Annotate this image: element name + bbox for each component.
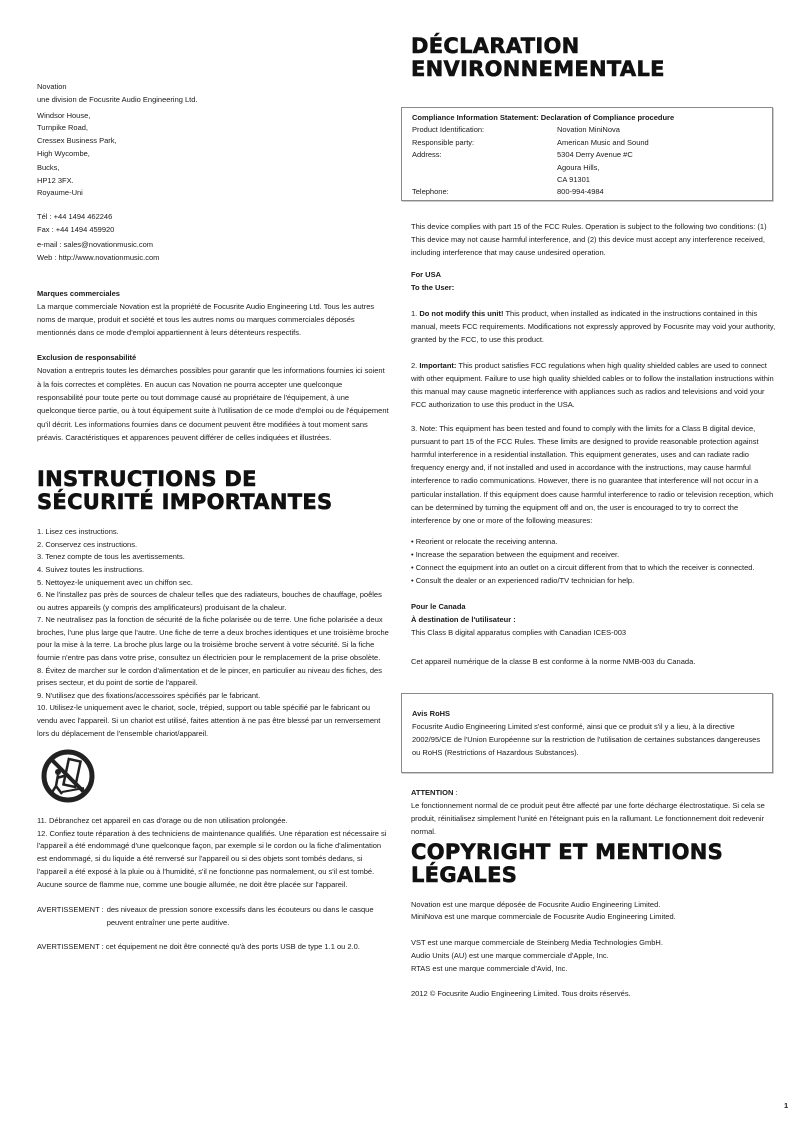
compliance-row — [412, 124, 772, 136]
list-item: 5. Nettoyez-le uniquement avec un chiffon sec. — [37, 577, 193, 587]
address-line: Windsor House, — [37, 110, 91, 120]
canada-subtitle: À destination de l'utilisateur : — [411, 615, 516, 625]
website: Web : http://www.novationmusic.com — [37, 252, 160, 262]
row-value: Novation MiniNova — [557, 125, 620, 135]
phone: Tél : +44 1494 462246 — [37, 212, 113, 222]
compliance-box — [401, 107, 773, 201]
safety-list — [37, 526, 389, 740]
flame-note: Aucune source de flamme nue, comme une bougie allumée, ne doit être placée sur l'appareil. — [37, 880, 348, 890]
address-line: Cressex Business Park, — [37, 136, 117, 146]
fcc-item-3: 3. Note: This equipment has been tested and found to comply with the limits for a Class B digital device, pursuant to part 15 of the FCC Rules. These limits are designed to provide reasonable protection against harmful interference in a residential installation. This equipment generates, uses and can radiate radio frequency energy and, if not installed and used in accordance with the instructions, may cause harmful interference to radio communications. However, there is no guarantee that interference will not occur in a particular installation. If this equipment does cause harmful interference to radio or television reception, which can be determined by turning the equipment off and on, the user is encouraged to try to correct the interference by one or more of the following measures: — [411, 423, 774, 525]
heading-line: DÉCLARATION — [411, 34, 580, 58]
disclaimer-section — [37, 352, 389, 445]
canada-text: This Class B digital apparatus complies with Canadian ICES-003 — [411, 627, 627, 637]
trademarks-section — [37, 288, 389, 339]
list-item: 3. Tenez compte de tous les avertissements. — [37, 552, 185, 562]
row-key: Responsible party: — [412, 137, 475, 147]
attention-title: ATTENTION — [411, 788, 454, 798]
row-key — [412, 174, 557, 186]
warning-label: AVERTISSEMENT : — [37, 942, 104, 952]
address-line: une division de Focusrite Audio Engineering Ltd. — [37, 94, 198, 104]
item-text: This product, when installed as indicated in the instructions contained in this manual, meets FCC requirements. Modifications not expressly approved by Focusrite may void your authority, granted by the FCC, to use this product. — [411, 308, 776, 344]
fax: Fax : +44 1494 459920 — [37, 224, 115, 234]
fcc-statement: This device complies with part 15 of the FCC Rules. Operation is subject to the following two conditions: (1) This device may not cause harmful interference, and (2) this device must accept any interference received, including interference that may cause undesired operation. — [411, 222, 767, 257]
fcc-item-1 — [411, 308, 777, 346]
row-value: American Music and Sound — [557, 137, 649, 147]
heading-line: SÉCURITÉ IMPORTANTES — [37, 490, 333, 515]
compliance-row — [412, 186, 772, 198]
list-item: 9. N'utilisez que des fixations/accessoires spécifiés par le fabricant. — [37, 690, 261, 700]
list-item: 12. Confiez toute réparation à des techniciens de maintenance qualifiés. Une réparation est nécessaire si l'appareil a été endommagé d'une quelconque façon, par exemple si le cordon ou la fiche d'alimentation est endommagé, si du liquide a été renversé sur l'appareil ou si des objets sont tombés dedans, si l'appareil a été exposé à la pluie ou à l'humidité, s'il ne fonctionne pas normalement, ou s'il est tombé. — [37, 828, 387, 876]
compliance-row — [412, 162, 772, 174]
rohs-text: Focusrite Audio Engineering Limited s'est conformé, ainsi que ce produit s'il y a lieu, à la directive 2002/95/CE de l'Union Européenne sur la restriction de l'utilisation de certaines substances dangereuses ou RoHS (Restrictions of Hazardous Substances). — [412, 722, 761, 757]
list-item: 8. Évitez de marcher sur le cordon d'alimentation et de le pincer, en particulier au niveau des fiches, des prises secteur, et du point de sortie de l'appareil. — [37, 665, 382, 688]
usa-subtitle: To the User: — [411, 283, 455, 293]
compliance-row — [412, 137, 772, 149]
heading-line: COPYRIGHT ET MENTIONS — [411, 839, 724, 864]
list-item: 4. Suivez toutes les instructions. — [37, 564, 145, 574]
company-address — [37, 81, 389, 200]
warning-usb — [37, 941, 389, 954]
rohs-title: Avis RoHS — [412, 709, 451, 719]
usa-title: For USA — [411, 270, 441, 280]
list-item: 10. Utilisez-le uniquement avec le chariot, socle, trépied, support ou table spécifié par le fabricant ou vendu avec l'appareil. Si un chariot est utilisé, faites attention à ne pas être blessé par un renversement lors du déplacement de l'ensemble chariot/appareil. — [37, 703, 381, 738]
attention-section — [411, 787, 777, 838]
canada-text-fr: Cet appareil numérique de la classe B est conforme à la norme NMB-003 du Canada. — [411, 656, 696, 666]
address-line: HP12 3FX. — [37, 175, 74, 185]
left-column — [37, 81, 389, 954]
trademarks-text: La marque commerciale Novation est la propriété de Focusrite Audio Engineering Ltd. Tous les autres noms de marque, produit et société et tous les autres noms ou marques commerciales déposés mentionnés dans ce mode d'emploi appartiennent à leurs détenteurs respectifs. — [37, 302, 375, 337]
trademarks-title: Marques commerciales — [37, 289, 120, 299]
row-key: Address: — [412, 150, 442, 160]
item-number: 2. — [411, 361, 420, 371]
warning-text: des niveaux de pression sonore excessifs dans les écouteurs ou dans le casque peuvent entraîner une perte auditive. — [106, 904, 374, 927]
row-value: CA 91301 — [557, 175, 590, 185]
trademark-line: Audio Units (AU) est une marque commerciale d'Apple, Inc. — [411, 950, 609, 960]
copyright-heading — [411, 841, 801, 887]
list-item: 6. Ne l'installez pas près de sources de chaleur telles que des radiateurs, bouches de chauffage, poêles ou autres appareils (y compris des amplificateurs) produisant de la chaleur. — [37, 590, 382, 612]
warning-hearing — [37, 904, 389, 930]
fcc-measures — [411, 536, 777, 587]
fcc-item-2 — [411, 360, 777, 411]
copyright-section — [411, 899, 777, 1001]
address-line: Novation — [37, 82, 67, 91]
row-key: Telephone: — [412, 187, 449, 197]
list-item: 11. Débranchez cet appareil en cas d'orage ou de non utilisation prolongée. — [37, 816, 288, 826]
measure-item: • Connect the equipment into an outlet on a circuit different from that to which the receiver is connected. — [411, 562, 755, 572]
warning-text: cet équipement ne doit être connecté qu'à des ports USB de type 1.1 ou 2.0. — [105, 942, 360, 952]
row-key — [412, 162, 557, 174]
right-column-flow — [411, 221, 777, 1001]
copyright-notice: 2012 © Focusrite Audio Engineering Limited. Tous droits réservés. — [411, 989, 631, 999]
item-text: This product satisfies FCC regulations when high quality shielded cables are used to connect with other equipment. Failure to use high quality shielded cables or to follow the installation instructions within this manual may cause magnetic interference with appliances such as radios and televisions and void your FCC authorization to use this product in the USA. — [411, 361, 774, 409]
measure-item: • Reorient or relocate the receiving antenna. — [411, 537, 558, 547]
list-item: 1. Lisez ces instructions. — [37, 527, 119, 537]
cart-warning-icon — [40, 748, 96, 804]
warning-label: AVERTISSEMENT : — [37, 904, 104, 914]
measure-item: • Consult the dealer or an experienced radio/TV technician for help. — [411, 575, 635, 585]
company-contact — [37, 211, 389, 264]
list-item: 7. Ne neutralisez pas la fonction de sécurité de la fiche polarisée ou de terre. Une fiche polarisée a deux broches, l'une plus large que l'autre. Une fiche de terre a deux broches identiques et une troisième broche pour la mise à la terre. La broche plus large ou la troisième broche servent à votre sécurité. Si la fiche fournie n'entre pas dans votre prise, consultez un électricien pour le remplacement de la prise obsolète. — [37, 615, 389, 663]
rohs-box — [401, 693, 773, 773]
address-line: Bucks, — [37, 162, 60, 172]
disclaimer-title: Exclusion de responsabilité — [37, 352, 137, 362]
item-bold: Do not modify this unit! — [419, 308, 504, 318]
compliance-row — [412, 174, 772, 186]
heading-line: INSTRUCTIONS DE — [37, 467, 257, 492]
compliance-title: Compliance Information Statement: Declaration of Compliance procedure — [412, 113, 675, 122]
row-value: 800-994-4984 — [557, 187, 604, 197]
canada-title: Pour le Canada — [411, 602, 466, 612]
page-number: 1 — [784, 1101, 789, 1110]
trademark-line: RTAS est une marque commerciale d'Avid, Inc. — [411, 963, 568, 973]
trademark-line: MiniNova est une marque commerciale de Focusrite Audio Engineering Limited. — [411, 912, 676, 922]
address-line: High Wycombe, — [37, 148, 90, 158]
row-value: Agoura Hills, — [557, 162, 600, 172]
address-line: Turnpike Road, — [37, 123, 88, 133]
compliance-row — [412, 149, 772, 161]
environment-heading — [411, 35, 777, 81]
safety-heading — [37, 468, 417, 514]
address-line: Royaume-Uni — [37, 188, 83, 198]
trademark-line: VST est une marque commerciale de Steinberg Media Technologies GmbH. — [411, 937, 663, 947]
trademark-line: Novation est une marque déposée de Focusrite Audio Engineering Limited. — [411, 899, 661, 909]
heading-line: ENVIRONNEMENTALE — [411, 57, 665, 81]
item-number: 1. — [411, 308, 420, 318]
attention-colon: : — [453, 788, 458, 798]
list-item: 2. Conservez ces instructions. — [37, 539, 138, 549]
canada-section — [411, 601, 777, 668]
attention-text: Le fonctionnement normal de ce produit peut être affecté par une forte décharge électrostatique. Si cela se produit, réinitialisez simplement l'unité en l'éteignant puis en la rallumant. Le fonctionnement doit redevenir normal. — [411, 801, 765, 836]
measure-item: • Increase the separation between the equipment and receiver. — [411, 549, 620, 559]
row-key: Product Identification: — [412, 125, 485, 135]
safety-list-continued — [37, 815, 389, 892]
row-value: 5304 Derry Avenue #C — [557, 150, 633, 160]
disclaimer-text: Novation a entrepris toutes les démarches possibles pour garantir que les informations fournies ici soient à la fois correctes et complètes. En aucun cas Novation ne pourra accepter une quelconque responsabilité pour toute perte ou tout dommage causé au propriétaire de l'équipement, à une quelconque tierce partie, ou à tout équipement suite à l'utilisation de ce mode d'emploi ou de l'équipement qu'il décrit. Les informations fournies dans ce document peuvent être modifiées à tout moment sans préavis. Caractéristiques et apparences peuvent différer de celles indiquées et illustrées. — [37, 366, 389, 442]
heading-line: LÉGALES — [411, 862, 518, 887]
usa-section — [411, 269, 777, 295]
email: e-mail : sales@novationmusic.com — [37, 239, 153, 249]
item-bold: Important: — [419, 361, 457, 371]
